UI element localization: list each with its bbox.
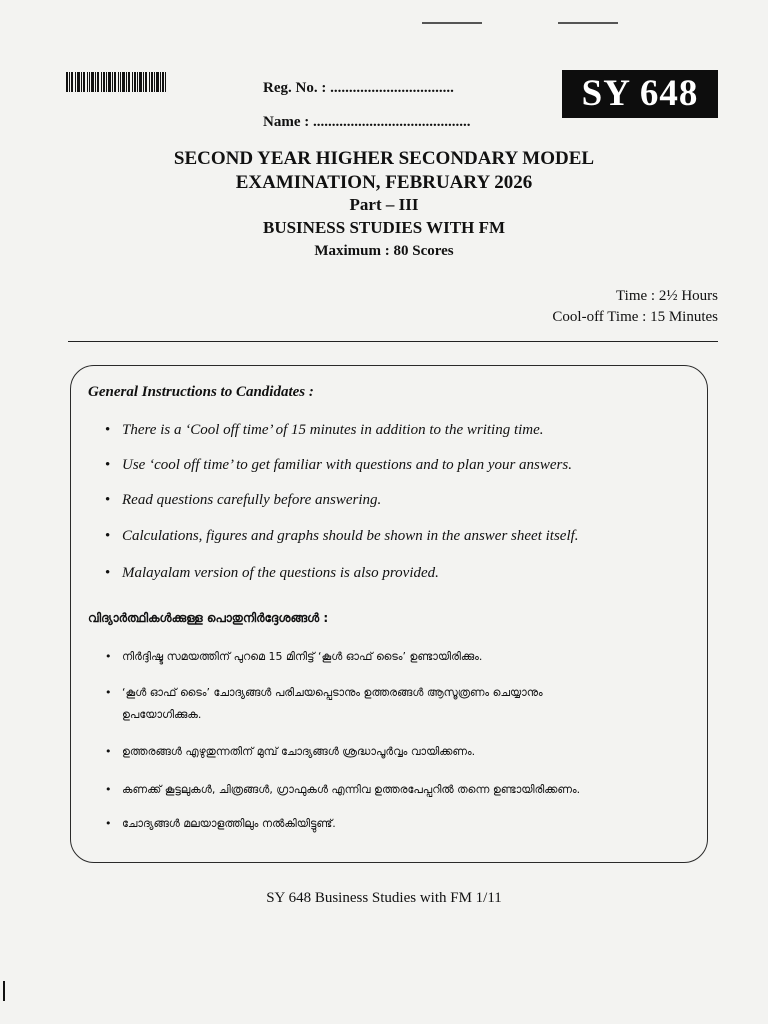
malayalam-instructions-title: വിദ്യാർത്ഥികൾക്കുള്ള പൊതുനിർദ്ദേശങ്ങൾ : (88, 611, 329, 625)
malayalam-instruction-item: • ചോദ്യങ്ങൾ മലയാളത്തിലും നൽകിയിട്ടുണ്ട്. (105, 817, 336, 830)
paper-code-badge: SY 648 (562, 70, 718, 118)
malayalam-instruction-item-continued: ഉപയോഗിക്കുക. (122, 708, 202, 721)
exam-subject: BUSINESS STUDIES WITH FM (262, 218, 506, 237)
reg-no-field: Reg. No. : ................................. (263, 80, 454, 96)
exam-part: Part – III (349, 195, 419, 214)
divider (68, 341, 718, 342)
instruction-item: • Calculations, figures and graphs should be shown in the answer sheet itself. (105, 528, 579, 544)
exam-title-line2: EXAMINATION, FEBRUARY 2026 (235, 172, 533, 193)
instruction-item: • Use ‘cool off time’ to get familiar with questions and to plan your answers. (105, 457, 572, 473)
name-field: Name : .......................................... (263, 114, 471, 130)
malayalam-instruction-item: • കണക്ക് കൂട്ടലുകൾ, ചിത്രങ്ങൾ, ഗ്രാഫുകൾ എന്നിവ ഉത്തരപേപ്പറിൽ തന്നെ ഉണ്ടായിരിക്കണം. (105, 783, 581, 796)
scan-mark (3, 981, 5, 1001)
scan-mark (422, 22, 482, 24)
cool-off-time: Cool-off Time : 15 Minutes (552, 309, 718, 325)
malayalam-instruction-item: • ഉത്തരങ്ങൾ എഴുതുന്നതിന് മുമ്പ് ചോദ്യങ്ങൾ ശ്രദ്ധാപൂർവ്വം വായിക്കണം. (105, 745, 476, 758)
malayalam-instruction-item: • നിർദ്ദിഷ്ട സമയത്തിന് പുറമെ 15 മിനിട്ട് ‘കൂൾ ഓഫ് ടൈം’ ഉണ്ടായിരിക്കും. (105, 650, 483, 663)
exam-title-line1: SECOND YEAR HIGHER SECONDARY MODEL (173, 148, 595, 169)
instruction-item: • Malayalam version of the questions is also provided. (105, 565, 439, 581)
instructions-title: General Instructions to Candidates : (88, 384, 314, 400)
instruction-item: • There is a ‘Cool off time’ of 15 minutes in addition to the writing time. (105, 422, 544, 438)
instruction-item: • Read questions carefully before answering. (105, 492, 382, 508)
time-duration: Time : 2½ Hours (616, 288, 718, 304)
max-scores: Maximum : 80 Scores (314, 243, 454, 259)
barcode (66, 72, 166, 92)
scan-mark (558, 22, 618, 24)
malayalam-instruction-item: • ‘കൂൾ ഓഫ് ടൈം’ ചോദ്യങ്ങൾ പരിചയപ്പെടാനും ഉത്തരങ്ങൾ ആസൂത്രണം ചെയ്യാനും (105, 686, 543, 699)
page-footer: SY 648 Business Studies with FM 1/11 (266, 890, 502, 906)
